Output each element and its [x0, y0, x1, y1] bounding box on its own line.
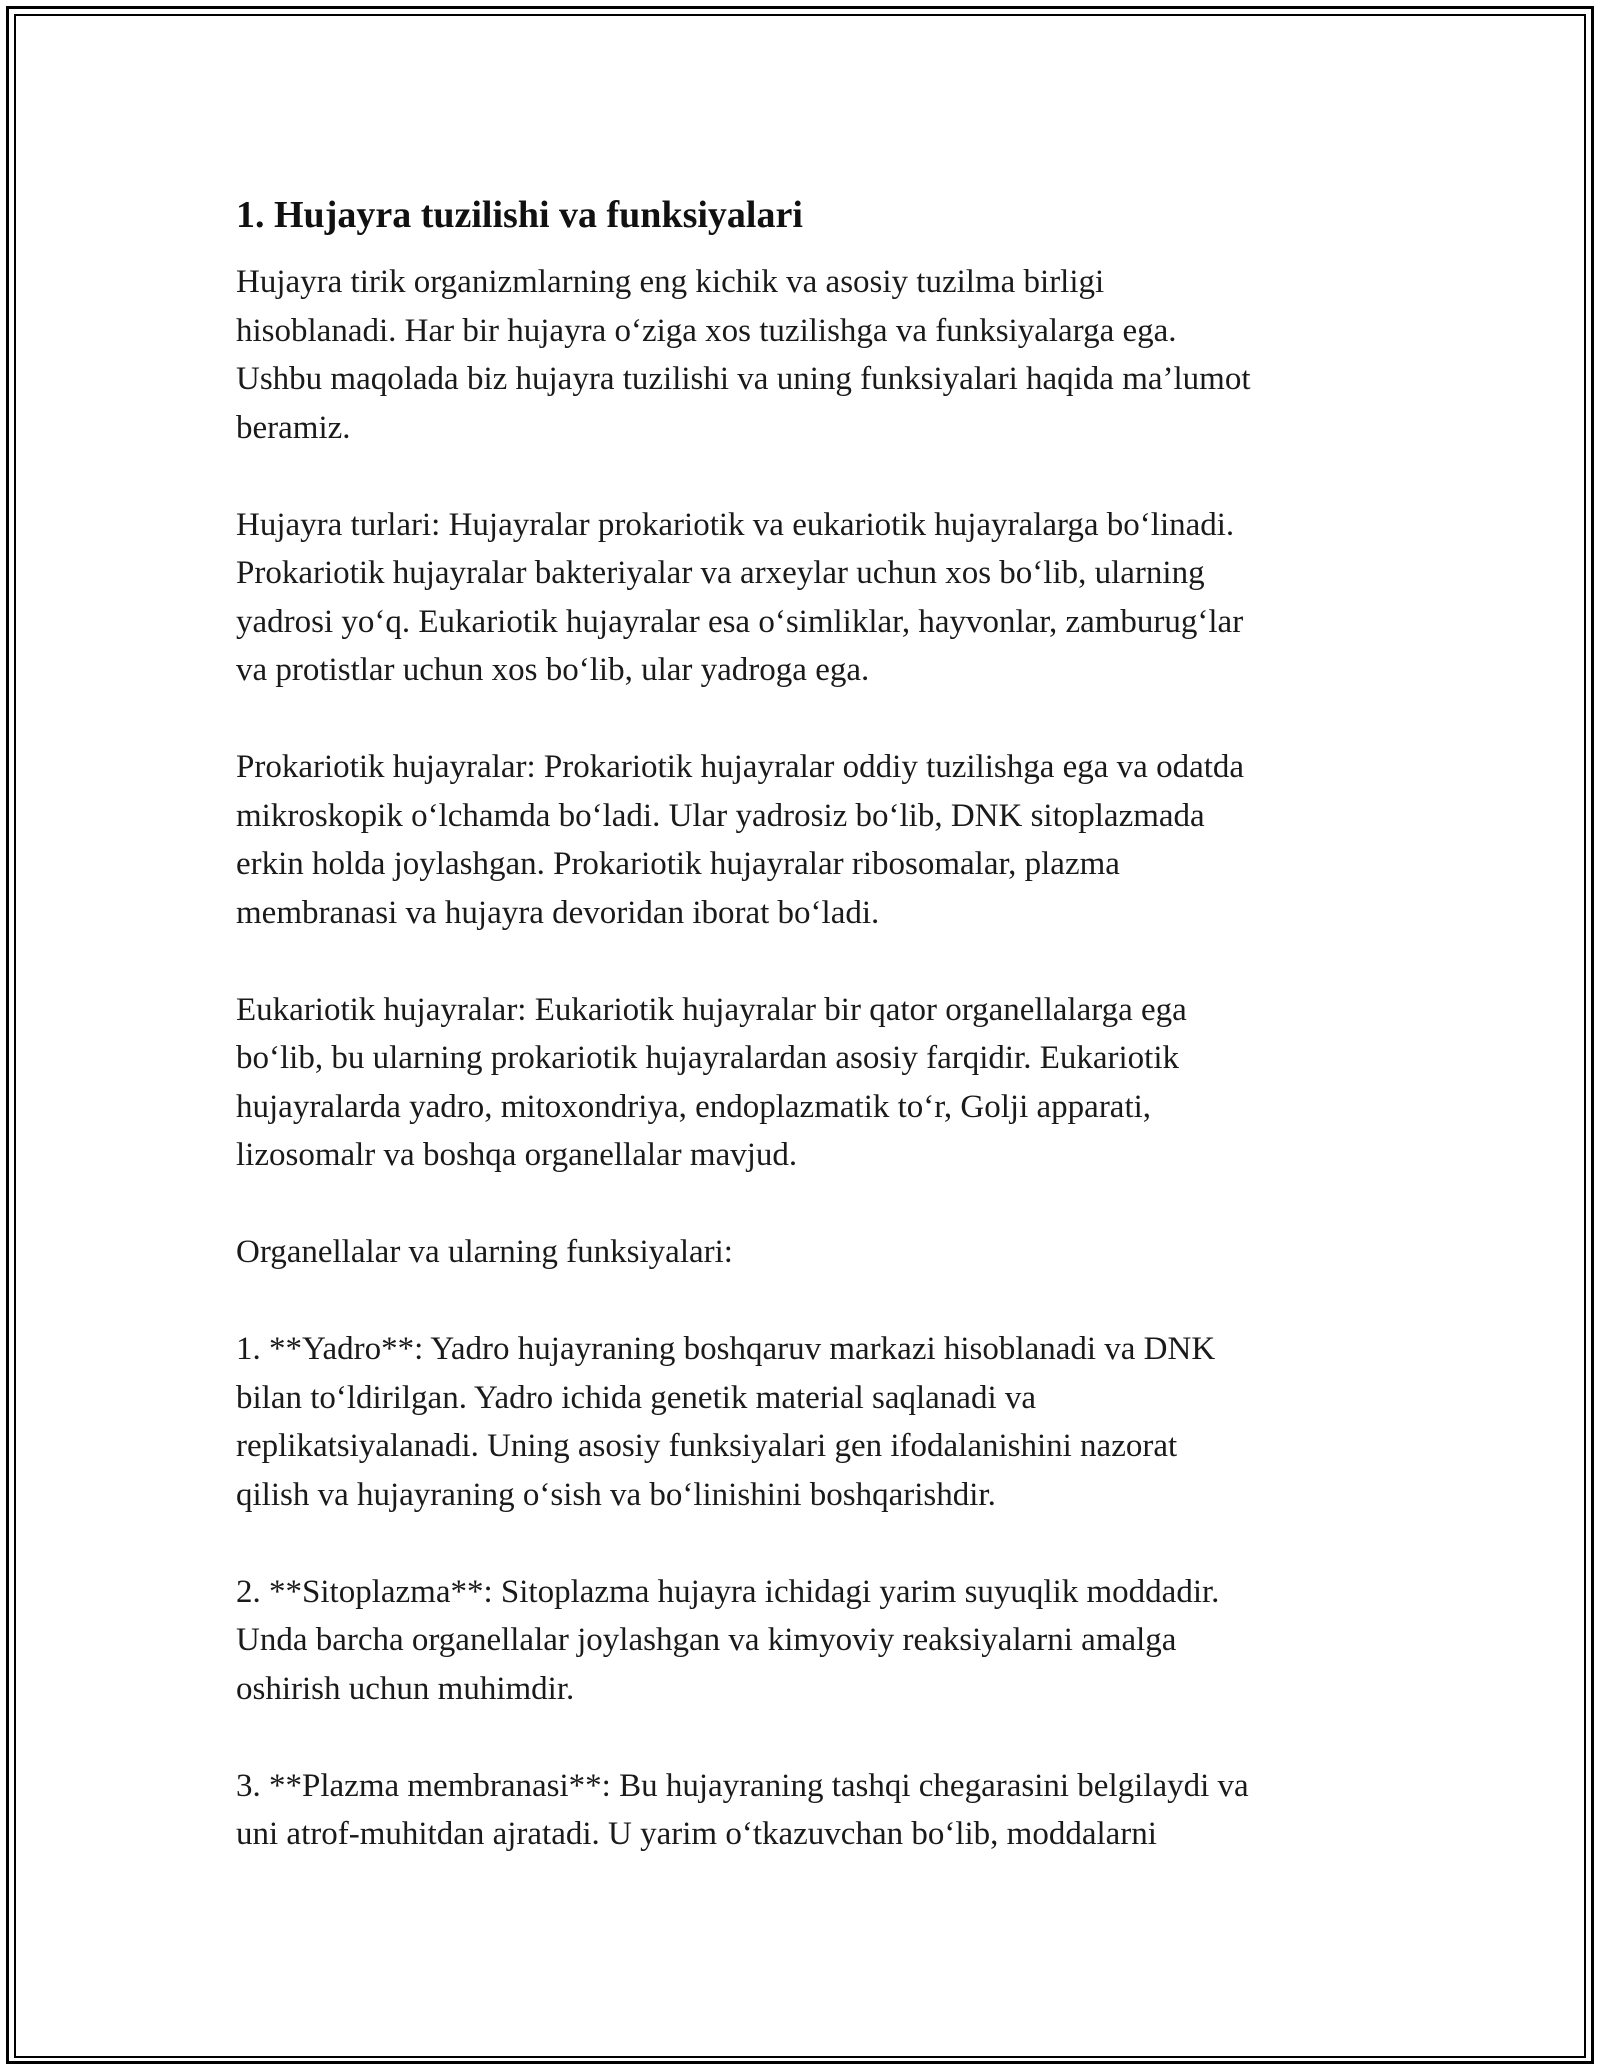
- list-item-nucleus: 1. **Yadro**: Yadro hujayraning boshqaruv markazi hisoblanadi va DNK bilan to‘ldirilgan. Yadro ichida genetik material saqlanadi va replikatsiyalanadi. Uning asosiy funksiyalari gen ifodalanishini nazorat qilish va hujayraning o‘sish va bo‘linishini boshqarishdir.: [236, 1331, 1216, 1513]
- paragraph-organelles-heading: Organellalar va ularning funksiyalari:: [236, 1234, 733, 1270]
- paragraph-prokaryotic: Prokariotik hujayralar: Prokariotik hujayralar oddiy tuzilishga ega va odatda mikroskopik o‘lchamda bo‘ladi. Ular yadrosiz bo‘lib, DNK sitoplazmada erkin holda joylashgan. Prokariotik hujayralar ribosomalar, plazma membranasi va hujayra devoridan iborat bo‘ladi.: [236, 749, 1245, 931]
- document-body: [236, 186, 1376, 1907]
- list-item-cytoplasm: 2. **Sitoplazma**: Sitoplazma hujayra ichidagi yarim suyuqlik moddadir. Unda barcha organellalar joylashgan va kimyoviy reaksiyalarni amalga oshirish uchun muhimdir.: [236, 1573, 1220, 1707]
- paragraph-intro: Hujayra tirik organizmlarning eng kichik va asosiy tuzilma birligi hisoblanadi. Har bir hujayra o‘ziga xos tuzilishga va funksiyalarga ega. Ushbu maqolada biz hujayra tuzilishi va uning funksiyalari haqida ma’lumot beramiz.: [236, 264, 1251, 446]
- list-item-plasma-membrane: 3. **Plazma membranasi**: Bu hujayraning tashqi chegarasini belgilaydi va uni atrof-muhitdan ajratadi. U yarim o‘tkazuvchan bo‘lib, moddalarni: [236, 1767, 1249, 1852]
- page-title: 1. Hujayra tuzilishi va funksiyalari: [236, 194, 803, 236]
- paragraph-cell-types: Hujayra turlari: Hujayralar prokariotik va eukariotik hujayralarga bo‘linadi. Prokariotik hujayralar bakteriyalar va arxeylar uchun xos bo‘lib, ularning yadrosi yo‘q. Eukariotik hujayralar esa o‘simliklar, hayvonlar, zamburug‘lar va protistlar uchun xos bo‘lib, ular yadroga ega.: [236, 506, 1244, 688]
- paragraph-eukaryotic: Eukariotik hujayralar: Eukariotik hujayralar bir qator organellalarga ega bo‘lib, bu ularning prokariotik hujayralardan asosiy farqidir. Eukariotik hujayralarda yadro, mitoxondriya, endoplazmatik to‘r, Golji apparati, lizosomalr va boshqa organellalar mavjud.: [236, 991, 1187, 1173]
